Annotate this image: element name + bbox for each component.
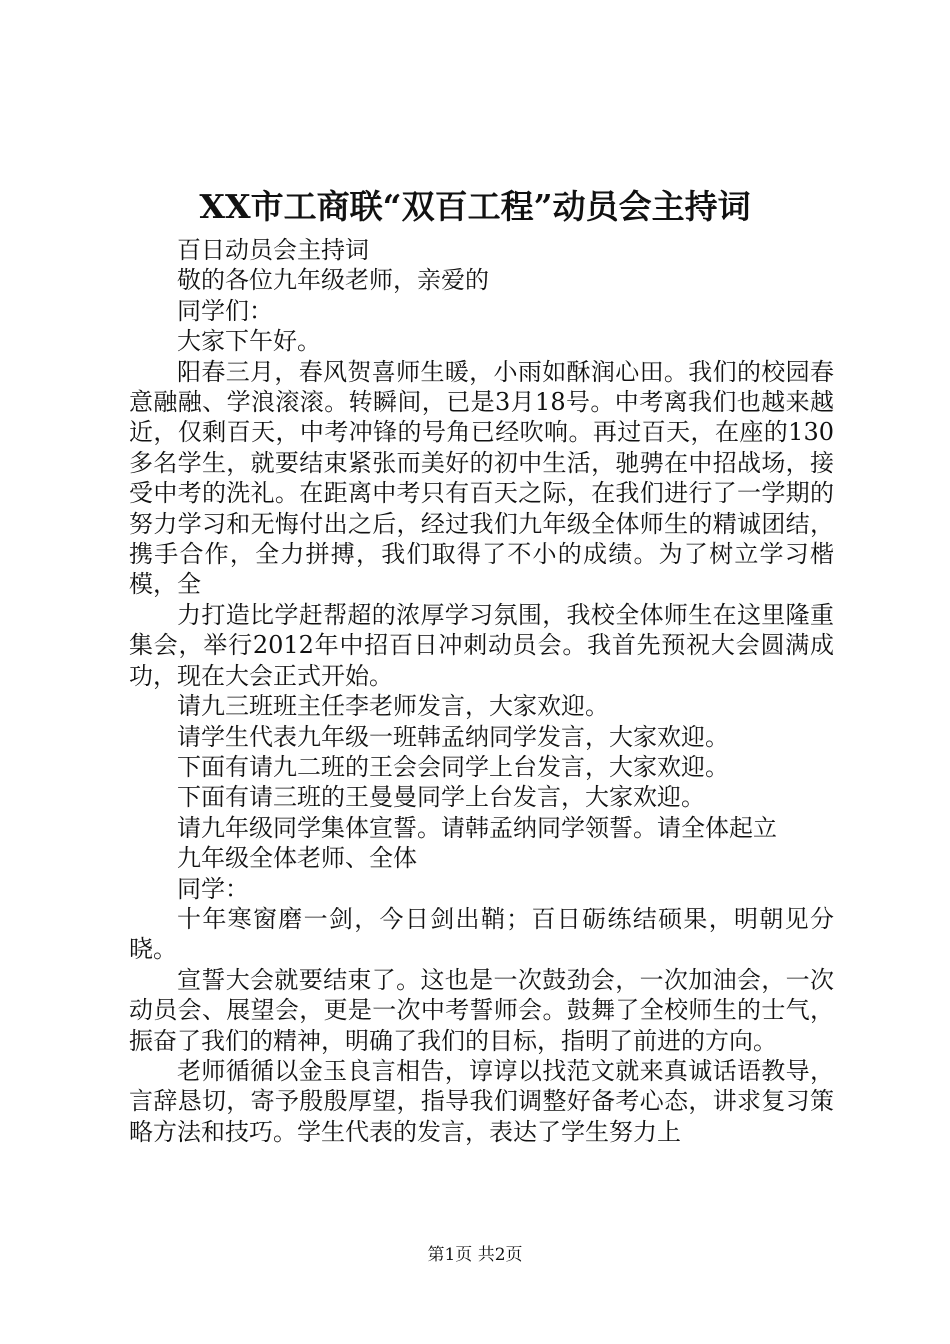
paragraph: 请九三班班主任李老师发言，大家欢迎。 [177,692,609,721]
document-title: XX市工商联“双百工程”动员会主持词 [199,187,751,226]
page-number-footer: 第1页 共2页 [427,1245,523,1265]
paragraph: 十年寒窗磨一剑，今日剑出鞘；百日砺练结硕果，明朝见分晓。 [129,904,834,964]
paragraph: 力打造比学赶帮超的浓厚学习氛围，我校全体师生在这里隆重集会，举行2012年中招百日冲刺动员会。我首先预祝大会圆满成功，现在大会正式开始。 [129,600,834,690]
paragraph: 百日动员会主持词 [177,236,369,264]
document-body [129,235,834,1147]
paragraph: 请九年级同学集体宣誓。请韩孟纳同学领誓。请全体起立 [177,813,777,842]
paragraph: 请学生代表九年级一班韩孟纳同学发言，大家欢迎。 [177,722,729,751]
paragraph: 九年级全体老师、全体 [177,844,417,873]
paragraph: 阳春三月，春风贺喜师生暖，小雨如酥润心田。我们的校园春意融融、学浪滚滚。转瞬间，已是3月18号。中考离我们也越来越近，仅剩百天，中考冲锋的号角已经吹响。再过百天，在座的130多名学生，就要结束紧张而美好的初中生活，驰骋在中招战场，接受中考的洗礼。在距离中考只有百天之际，在我们进行了一学期的努力学习和无悔付出之后，经过我们九年级全体师生的精诚团结，携手合作，全力拼搏，我们取得了不小的成绩。为了树立学习楷模，全 [129,357,834,599]
paragraph: 下面有请三班的王曼曼同学上台发言，大家欢迎。 [177,783,705,812]
paragraph: 下面有请九二班的王会会同学上台发言，大家欢迎。 [177,752,729,781]
paragraph: 宣誓大会就要结束了。这也是一次鼓劲会，一次加油会，一次动员会、展望会，更是一次中考誓师会。鼓舞了全校师生的士气，振奋了我们的精神，明确了我们的目标，指明了前进的方向。 [129,965,834,1055]
paragraph: 同学们： [177,296,273,325]
paragraph: 大家下午好。 [177,327,321,356]
paragraph: 老师循循以金玉良言相告，谆谆以找范文就来真诚话语教导，言辞恳切，寄予殷殷厚望，指导我们调整好备考心态，讲求复习策略方法和技巧。学生代表的发言，表达了学生努力上 [129,1056,834,1146]
paragraph: 敬的各位九年级老师，亲爱的 [177,266,489,295]
paragraph: 同学： [177,874,249,903]
